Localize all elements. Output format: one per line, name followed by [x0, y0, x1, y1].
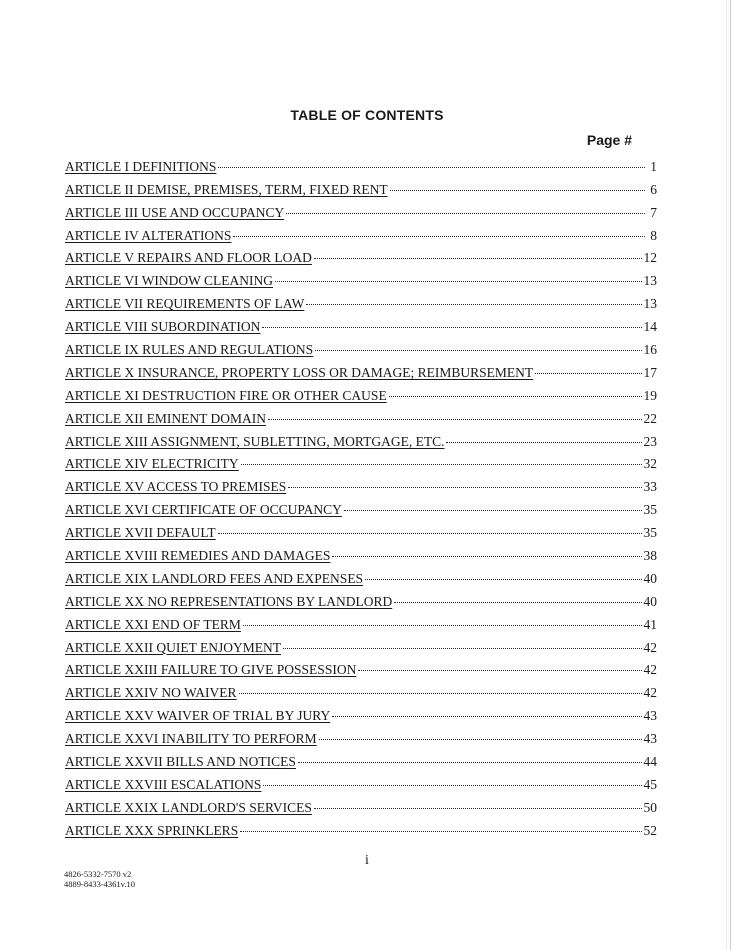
toc-entry-link[interactable]: ARTICLE XXIII FAILURE TO GIVE POSSESSION [65, 662, 357, 678]
toc-entry[interactable] [65, 427, 657, 450]
toc-entry-page: 40 [643, 570, 657, 586]
toc-entry[interactable] [65, 610, 657, 633]
toc-entry-link[interactable]: ARTICLE XXVI INABILITY TO PERFORM [65, 731, 317, 747]
toc-entry-link[interactable]: ARTICLE XXVII BILLS AND NOTICES [65, 754, 296, 770]
dot-leader [218, 166, 645, 168]
toc-entry-page: 41 [643, 616, 657, 632]
dot-leader [344, 509, 642, 511]
dot-leader [319, 738, 642, 740]
dot-leader [240, 830, 641, 832]
toc-list [65, 152, 657, 839]
toc-entry-link[interactable]: ARTICLE VI WINDOW CLEANING [65, 273, 274, 289]
dot-leader [314, 807, 642, 809]
toc-entry-page: 43 [643, 708, 657, 724]
toc-entry[interactable] [65, 221, 657, 244]
toc-entry[interactable] [65, 633, 657, 656]
toc-entry-link[interactable]: ARTICLE XXVIII ESCALATIONS [65, 776, 262, 792]
toc-entry-page: 35 [643, 502, 657, 518]
toc-entry-link[interactable]: ARTICLE IX RULES AND REGULATIONS [65, 342, 314, 358]
toc-entry[interactable] [65, 335, 657, 358]
dot-leader [332, 555, 641, 557]
toc-entry-page: 13 [643, 296, 657, 312]
toc-entry[interactable] [65, 701, 657, 724]
toc-title: TABLE OF CONTENTS [290, 107, 444, 123]
toc-entry-page: 22 [643, 410, 657, 426]
toc-entry-link[interactable]: ARTICLE XIV ELECTRICITY [65, 456, 239, 472]
toc-entry[interactable] [65, 381, 657, 404]
toc-entry[interactable] [65, 244, 657, 267]
dot-leader [389, 395, 642, 397]
toc-entry-page: 8 [650, 227, 657, 243]
toc-entry-link[interactable]: ARTICLE XXIX LANDLORD'S SERVICES [65, 799, 312, 815]
document-id: 4826-5332-7570 v2 [64, 869, 132, 879]
dot-leader [314, 257, 642, 259]
toc-entry[interactable] [65, 450, 657, 473]
dot-leader [446, 441, 641, 443]
toc-entry-page: 33 [643, 479, 657, 495]
dot-leader [283, 647, 641, 649]
toc-entry-page: 42 [643, 685, 657, 701]
toc-entry-page: 44 [643, 754, 657, 770]
toc-entry[interactable] [65, 747, 657, 770]
toc-entry-page: 45 [643, 776, 657, 792]
toc-entry[interactable] [65, 198, 657, 221]
toc-entry[interactable] [65, 472, 657, 495]
toc-entry-page: 14 [643, 319, 657, 335]
dot-leader [315, 349, 641, 351]
dot-leader [358, 669, 641, 671]
toc-entry[interactable] [65, 793, 657, 816]
document-ids [64, 869, 135, 889]
toc-entry[interactable] [65, 541, 657, 564]
toc-entry-page: 43 [643, 731, 657, 747]
toc-entry-page: 19 [643, 387, 657, 403]
toc-entry-link[interactable]: ARTICLE XIII ASSIGNMENT, SUBLETTING, MORTGAGE, ETC. [65, 433, 445, 449]
scan-edge-line [730, 0, 731, 950]
toc-entry[interactable] [65, 724, 657, 747]
toc-entry-link[interactable]: ARTICLE XXII QUIET ENJOYMENT [65, 639, 282, 655]
toc-entry-link[interactable]: ARTICLE VII REQUIREMENTS OF LAW [65, 296, 305, 312]
toc-entry-link[interactable]: ARTICLE XIX LANDLORD FEES AND EXPENSES [65, 570, 364, 586]
scan-edge-shadow [726, 0, 727, 950]
toc-entry-page: 12 [643, 250, 657, 266]
dot-leader [243, 624, 642, 626]
toc-entry[interactable] [65, 152, 657, 175]
document-id: 4889-8433-4361v.10 [64, 879, 135, 889]
toc-entry-page: 13 [643, 273, 657, 289]
toc-entry-link[interactable]: ARTICLE XVI CERTIFICATE OF OCCUPANCY [65, 502, 342, 518]
toc-entry-page: 17 [643, 364, 657, 380]
toc-entry[interactable] [65, 678, 657, 701]
toc-entry-link[interactable]: ARTICLE XVII DEFAULT [65, 525, 216, 541]
toc-entry-page: 38 [643, 548, 657, 564]
dot-leader [286, 212, 645, 214]
toc-entry-link[interactable]: ARTICLE XXV WAIVER OF TRIAL BY JURY [65, 708, 331, 724]
dot-leader [332, 715, 641, 717]
dot-leader [394, 601, 641, 603]
toc-entry[interactable] [65, 816, 657, 839]
toc-entry-link[interactable]: ARTICLE XXX SPRINKLERS [65, 822, 239, 838]
toc-entry-page: 16 [643, 342, 657, 358]
dot-leader [233, 235, 645, 237]
toc-entry-link[interactable]: ARTICLE XX NO REPRESENTATIONS BY LANDLORD [65, 593, 393, 609]
toc-entry[interactable] [65, 404, 657, 427]
dot-leader [262, 326, 641, 328]
dot-leader [298, 761, 642, 763]
toc-entry-page: 32 [643, 456, 657, 472]
toc-entry-page: 50 [643, 799, 657, 815]
toc-entry[interactable] [65, 358, 657, 381]
toc-entry-link[interactable]: ARTICLE V REPAIRS AND FLOOR LOAD [65, 250, 312, 266]
toc-entry-link[interactable]: ARTICLE X INSURANCE, PROPERTY LOSS OR DAMAGE; REIMBURSEMENT [65, 364, 534, 380]
dot-leader [241, 463, 642, 465]
toc-entry-link[interactable]: ARTICLE XXIV NO WAIVER [65, 685, 237, 701]
page-number: i [365, 853, 369, 868]
toc-entry-link[interactable]: ARTICLE XVIII REMEDIES AND DAMAGES [65, 548, 331, 564]
toc-entry-page: 7 [650, 204, 657, 220]
toc-entry[interactable] [65, 312, 657, 335]
toc-entry-link[interactable]: ARTICLE III USE AND OCCUPANCY [65, 204, 285, 220]
toc-entry-page: 35 [643, 525, 657, 541]
toc-entry-page: 40 [643, 593, 657, 609]
dot-leader [239, 692, 642, 694]
dot-leader [365, 578, 641, 580]
dot-leader [263, 784, 641, 786]
toc-entry-page: 6 [650, 181, 657, 197]
toc-entry[interactable] [65, 564, 657, 587]
dot-leader [306, 303, 641, 305]
toc-entry-link[interactable]: ARTICLE VIII SUBORDINATION [65, 319, 261, 335]
toc-entry-link[interactable]: ARTICLE XV ACCESS TO PREMISES [65, 479, 287, 495]
toc-entry[interactable] [65, 518, 657, 541]
toc-entry-page: 42 [643, 639, 657, 655]
dot-leader [218, 532, 642, 534]
dot-leader [535, 372, 641, 374]
toc-entry[interactable] [65, 266, 657, 289]
toc-entry[interactable] [65, 770, 657, 793]
toc-entry[interactable] [65, 289, 657, 312]
toc-entry[interactable] [65, 587, 657, 610]
toc-entry-link[interactable]: ARTICLE I DEFINITIONS [65, 158, 217, 174]
toc-entry-page: 23 [643, 433, 657, 449]
toc-entry-link[interactable]: ARTICLE IV ALTERATIONS [65, 227, 232, 243]
toc-entry-page: 42 [643, 662, 657, 678]
toc-entry[interactable] [65, 656, 657, 679]
toc-entry[interactable] [65, 495, 657, 518]
toc-entry-link[interactable]: ARTICLE XI DESTRUCTION FIRE OR OTHER CAUSE [65, 387, 387, 403]
toc-entry-page: 52 [643, 822, 657, 838]
page-column-heading: Page # [586, 132, 632, 148]
dot-leader [288, 486, 641, 488]
dot-leader [390, 189, 645, 191]
dot-leader [275, 280, 641, 282]
toc-entry-link[interactable]: ARTICLE XII EMINENT DOMAIN [65, 410, 267, 426]
dot-leader [268, 418, 641, 420]
toc-entry-link[interactable]: ARTICLE II DEMISE, PREMISES, TERM, FIXED RENT [65, 181, 388, 197]
toc-entry-page: 1 [650, 158, 657, 174]
toc-entry-link[interactable]: ARTICLE XXI END OF TERM [65, 616, 241, 632]
toc-entry[interactable] [65, 175, 657, 198]
